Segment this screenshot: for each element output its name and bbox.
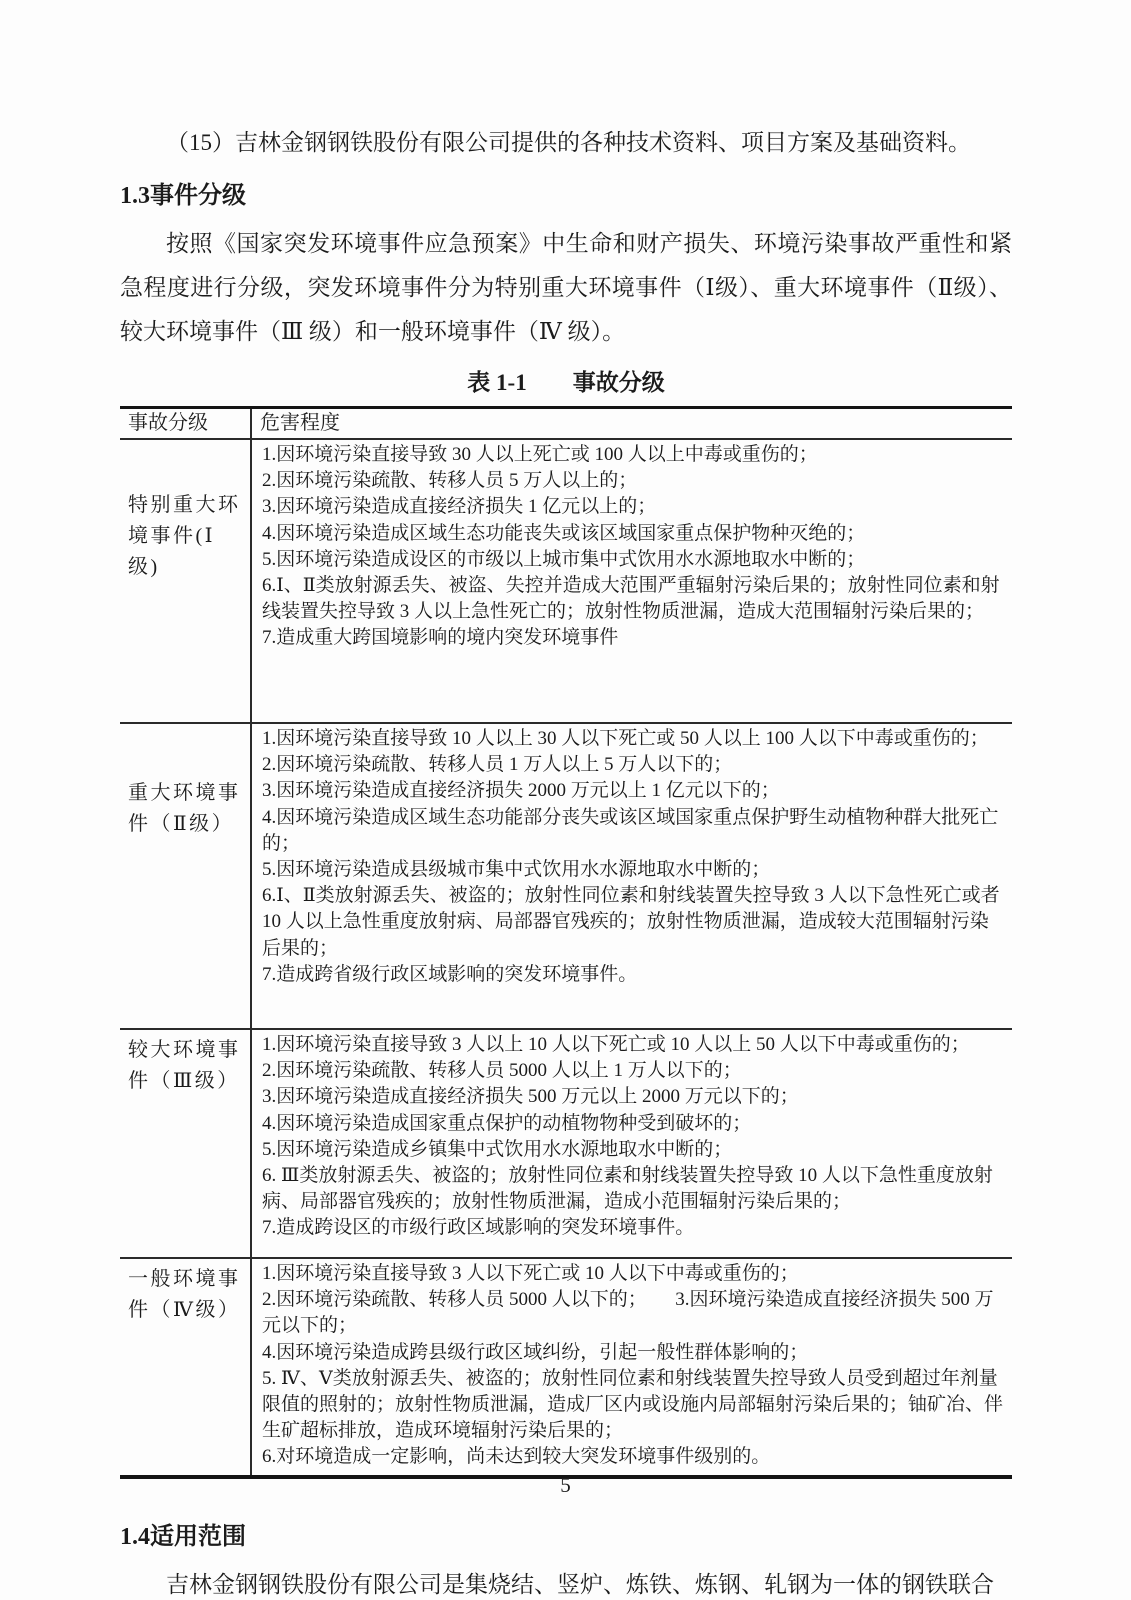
section-1-4-paragraph: 吉林金钢钢铁股份有限公司是集烧结、竖炉、炼铁、炼钢、轧钢为一体的钢铁联合 — [166, 1571, 994, 1597]
column-header-level: 事故分级 — [120, 408, 251, 440]
hazard-item: 1.因环境污染直接导致 10 人以上 30 人以下死亡或 50 人以上 100 人以下中毒或重伤的； — [262, 728, 989, 749]
hazard-item: 1.因环境污染直接导致 3 人以上 10 人以下死亡或 10 人以上 50 人以下中毒或重伤的； — [262, 1034, 970, 1055]
intro-item: （15）吉林金钢钢铁股份有限公司提供的各种技术资料、项目方案及基础资料。 — [166, 130, 971, 155]
hazard-item: 7.造成重大跨国境影响的境内突发环境事件 — [262, 627, 619, 649]
table-row — [120, 439, 1012, 723]
hazard-items-cell — [251, 1258, 1012, 1477]
level-cell: 重大环境事件（Ⅱ级） — [120, 723, 251, 1029]
hazard-item: 6.对环境造成一定影响，尚未达到较大突发环境事件级别的。 — [262, 1446, 771, 1468]
hazard-item: 6.Ⅰ、Ⅱ类放射源丢失、被盗的；放射性同位素和射线装置失控导致 3 人以下急性死亡或者 10 人以上急性重度放射病、局部器官残疾的；放射性物质泄漏，造成较大范围辐射污染后果的； — [262, 885, 1000, 959]
hazard-item: 4.因环境污染造成区域生态功能部分丧失或该区域国家重点保护野生动植物种群大批死亡的； — [262, 806, 999, 854]
table-row — [120, 1029, 1012, 1258]
hazard-item: 7.造成跨设区的市级行政区域影响的突发环境事件。 — [262, 1217, 695, 1239]
accident-grading-table — [120, 406, 1012, 1479]
hazard-item: 1.因环境污染直接导致 3 人以下死亡或 10 人以下中毒或重伤的； — [262, 1263, 799, 1284]
hazard-items-cell — [251, 1029, 1012, 1258]
hazard-item: 2.因环境污染疏散、转移人员 1 万人以上 5 万人以下的； — [262, 754, 733, 776]
hazard-item: 4.因环境污染造成区域生态功能丧失或该区域国家重点保护物种灭绝的； — [262, 522, 866, 544]
section-1-3-paragraph: 按照《国家突发环境事件应急预案》中生命和财产损失、环境污染事故严重性和紧急程度进行分级，突发环境事件分为特别重大环境事件（Ⅰ级）、重大环境事件（Ⅱ级）、较大环境事件（Ⅲ 级）和一般环境事件（Ⅳ 级）。 — [120, 231, 1012, 344]
table-header-row — [120, 408, 1012, 440]
level-cell: 较大环境事件（Ⅲ级） — [120, 1029, 251, 1258]
hazard-item: 1.因环境污染直接导致 30 人以上死亡或 100 人以上中毒或重伤的； — [262, 444, 818, 465]
section-heading-1-3: 1.3事件分级 — [120, 183, 246, 209]
hazard-item: 2.因环境污染疏散、转移人员 5000 人以上 1 万人以下的； — [262, 1060, 742, 1082]
hazard-item: 4.因环境污染造成国家重点保护的动植物物种受到破坏的； — [262, 1112, 752, 1134]
level-cell: 特别重大环境事件(Ⅰ级) — [120, 439, 251, 723]
hazard-items-cell — [251, 723, 1012, 1029]
hazard-item: 3.因环境污染造成直接经济损失 500 万元以上 2000 万元以下的； — [262, 1086, 799, 1108]
table-title: 表 1-1 事故分级 — [467, 370, 665, 395]
hazard-item: 3.因环境污染造成直接经济损失 2000 万元以上 1 亿元以下的； — [262, 780, 780, 802]
hazard-item: 5.因环境污染造成县级城市集中式饮用水水源地取水中断的； — [262, 859, 771, 881]
page-number: 5 — [560, 1473, 571, 1497]
hazard-item: 5.因环境污染造成乡镇集中式饮用水水源地取水中断的； — [262, 1138, 733, 1160]
hazard-item: 7.造成跨省级行政区域影响的突发环境事件。 — [262, 963, 638, 985]
hazard-item: 2.因环境污染疏散、转移人员 5000 人以下的； 3.因环境污染造成直接经济损失 500 万元以下的； — [262, 1289, 994, 1337]
hazard-item: 5.因环境污染造成设区的市级以上城市集中式饮用水水源地取水中断的； — [262, 548, 866, 570]
hazard-item: 2.因环境污染疏散、转移人员 5 万人以上的； — [262, 470, 638, 492]
column-header-hazard: 危害程度 — [251, 408, 1012, 440]
hazard-item: 5. Ⅳ、Ⅴ类放射源丢失、被盗的；放射性同位素和射线装置失控导致人员受到超过年剂量限值的照射的；放射性物质泄漏，造成厂区内或设施内局部辐射污染后果的；铀矿冶、伴生矿超标排放，造成环境辐射污染后果的； — [262, 1367, 1004, 1442]
hazard-item: 4.因环境污染造成跨县级行政区域纠纷，引起一般性群体影响的； — [262, 1341, 809, 1363]
section-heading-1-4: 1.4适用范围 — [120, 1523, 246, 1550]
hazard-item: 3.因环境污染造成直接经济损失 1 亿元以上的； — [262, 496, 657, 518]
level-cell: 一般环境事件（Ⅳ级） — [120, 1258, 251, 1477]
table-row — [120, 1258, 1012, 1477]
hazard-items-cell — [251, 439, 1012, 723]
hazard-item: 6. Ⅲ类放射源丢失、被盗的；放射性同位素和射线装置失控导致 10 人以下急性重度放射病、局部器官残疾的；放射性物质泄漏，造成小范围辐射污染后果的； — [262, 1165, 993, 1213]
hazard-item: 6.Ⅰ、Ⅱ类放射源丢失、被盗、失控并造成大范围严重辐射污染后果的；放射性同位素和射线装置失控导致 3 人以上急性死亡的；放射性物质泄漏，造成大范围辐射污染后果的； — [262, 575, 1000, 623]
table-row — [120, 723, 1012, 1029]
